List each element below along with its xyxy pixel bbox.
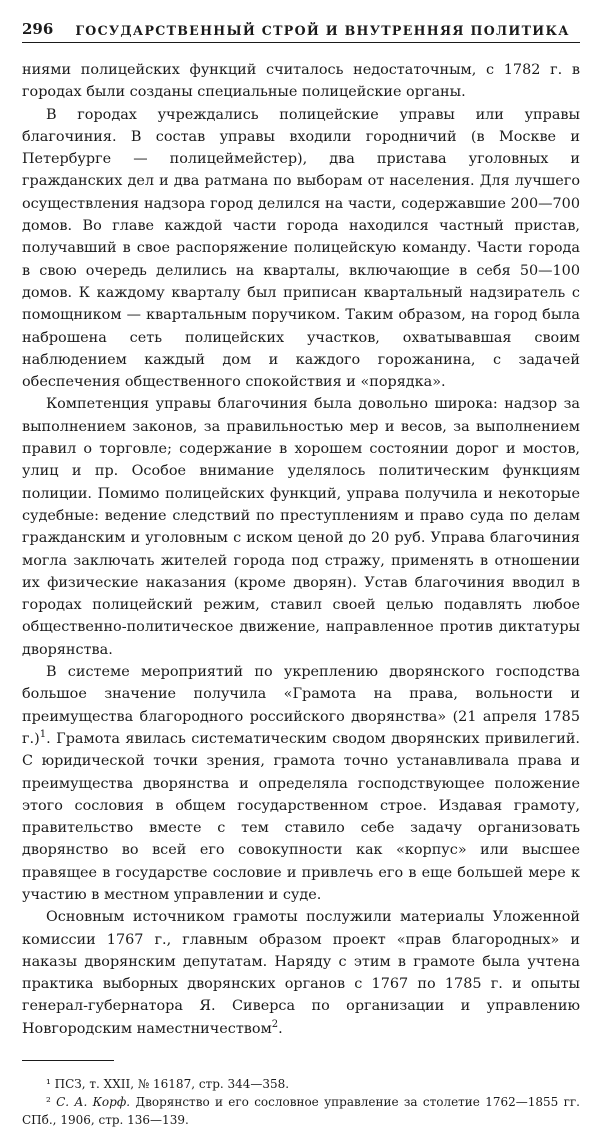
page-header <box>22 14 580 43</box>
paragraph-sources-text: Основным источником грамоты послужили материалы Уложенной комиссии 1767 г., главным образом проект «прав благородных» и наказы дворянским депутатам. Наряду с этим в грамоте была учтена практика выборных дворянских органов с 1767 по 1785 г. и опыты генерал-губернатора Я. Сиверса по организации и управлению Новгородским наместничеством <box>22 909 580 1037</box>
page-number: 296 <box>22 20 54 38</box>
paragraph-continuation: ниями полицейских функций считалось недостаточным, с 1782 г. в городах были созданы специальные полицейские органы. <box>22 62 580 101</box>
paragraph-charter-text-end: . Грамота явилась систематическим сводом дворянских привилегий. С юридической точки зрения, грамота точно устанавливала права и преимущества дворянства и определяла господствующее положение этого сословия в общем государственном строе. Издавая грамоту, правительство вместе с тем ставило себе задачу организовать дворянство во всей его совокупности как «корпус» или высшее правящее в государстве сословие и привлечь его в еще большей мере к участию в местном управлении и суде. <box>22 730 580 903</box>
paragraph-police-boards: В городах учреждались полицейские управы или управы благочиния. В состав управы входили городничий (в Москве и Петербурге — полицеймейстер), два пристава уголовных и гражданских дел и два ратмана по выборам от населения. Для лучшего осуществления надзора город делился на части, содержавшие 200—700 домов. Во главе каждой части города находился частный пристав, получавший в свое распоряжение полицейскую команду. Части города в свою очередь делились на кварталы, включающие в себя 50—100 домов. К каждому кварталу был приписан квартальный надзиратель с помощником — квартальным поручиком. Таким образом, на город была наброшена сеть полицейских участков, охватывавшая своим наблюдением каждый дом и каждого горожанина, с задачей обеспечения общественного спокойствия и «порядка». <box>22 106 580 391</box>
paragraph-sources-text-end: . <box>278 1020 283 1037</box>
footnote-divider <box>22 1060 114 1061</box>
footnote-2-text: Дворянство и его сословное управление за столетие 1762—1855 гг. СПб., 1906, стр. 136—139. <box>22 1095 580 1128</box>
footnote-1 <box>22 1075 580 1093</box>
footnote-2 <box>22 1093 580 1129</box>
main-text <box>22 59 580 1040</box>
footnote-1-text: ПСЗ, т. XXII, № 16187, стр. 344—358. <box>54 1077 290 1092</box>
paragraph-competence: Компетенция управы благочиния была довольно широка: надзор за выполнением законов, за правильностью мер и весов, за выполнением правил о торговле; содержание в хорошем состоянии дорог и мостов, улиц и пр. Особое внимание уделялось политическим функциям полиции. Помимо полицейских функций, управа получила и некоторые судебные: ведение следствий по преступлениям и право суда по делам гражданским и уголовным с иском ценой до 20 руб. Управа благочиния могла заключать жителей города под стражу, применять в отношении их физические наказания (кроме дворян). Устав благочиния вводил в городах полицейский режим, ставил своей целью подавлять любое общественно-политическое движение, направленное против диктатуры дворянства. <box>22 396 580 658</box>
running-title: ГОСУДАРСТВЕННЫЙ СТРОЙ И ВНУТРЕННЯЯ ПОЛИТИКА <box>75 23 570 38</box>
footnote-2-mark: ² <box>46 1095 51 1110</box>
footnote-1-mark: ¹ <box>46 1077 51 1092</box>
footnote-2-author: С. А. Корф. <box>56 1095 131 1110</box>
paragraph-charter <box>22 661 580 906</box>
footnote-ref-1: 1 <box>39 729 47 741</box>
book-page <box>22 14 580 1128</box>
footnote-ref-2: 2 <box>271 1018 279 1030</box>
footnotes <box>22 1075 580 1129</box>
paragraph-charter-text: В системе мероприятий по укреплению дворянского господства большое значение получила «Грамота на права, вольности и преимущества благородного российского дворянства» (21 апреля 1785 г.) <box>22 664 580 747</box>
paragraph-sources <box>22 906 580 1040</box>
